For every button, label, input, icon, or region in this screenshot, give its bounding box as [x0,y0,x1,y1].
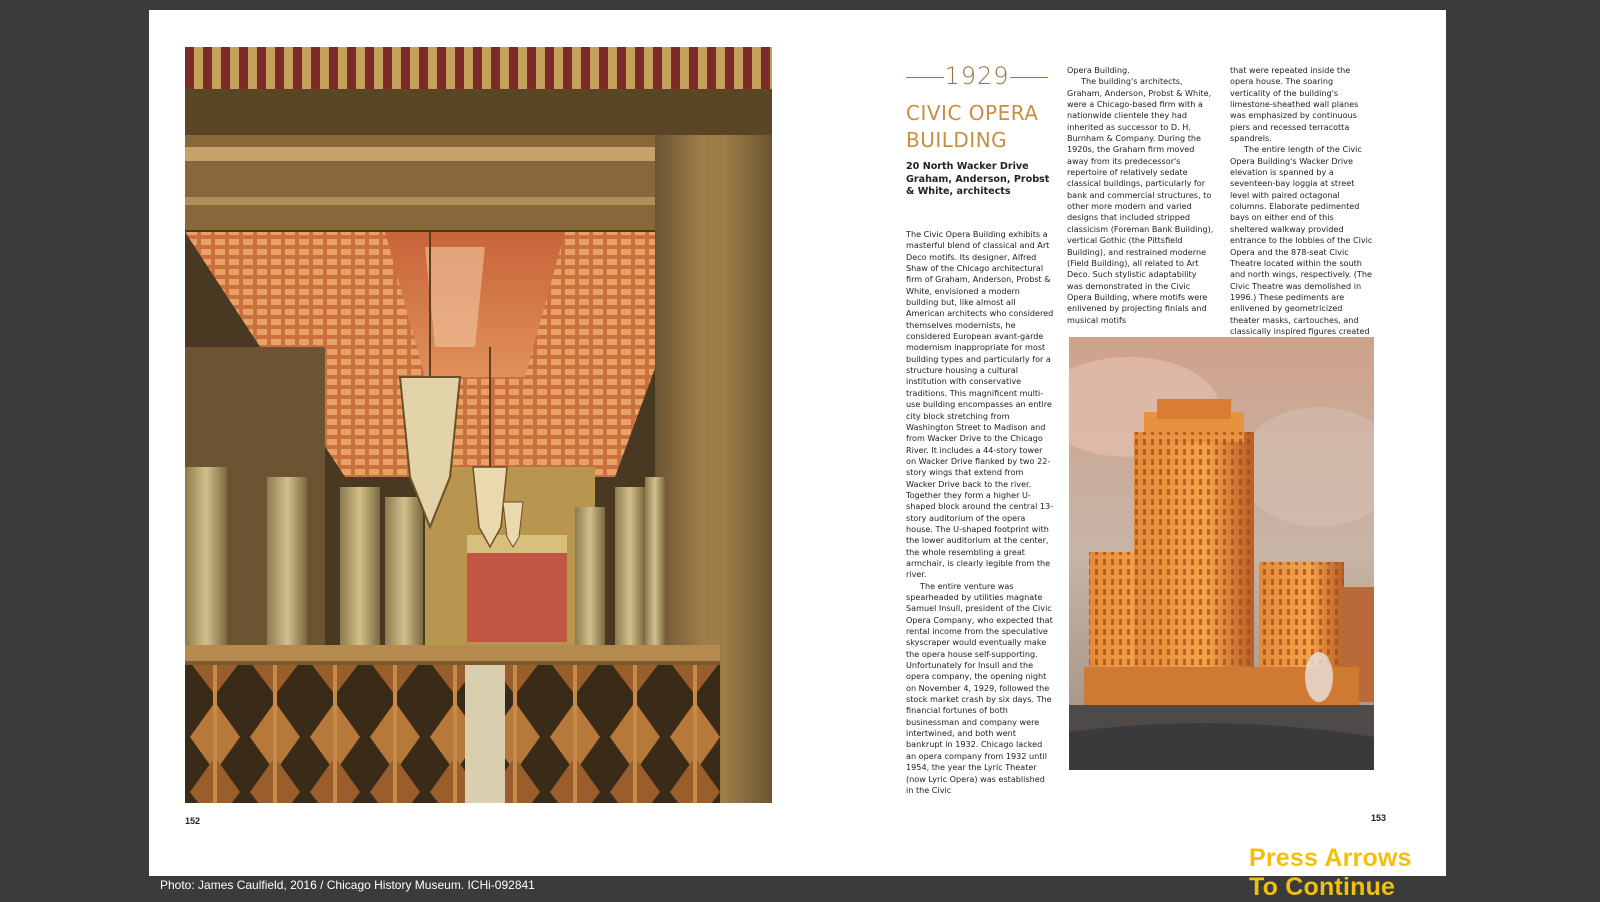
opera-interior-illustration [185,47,772,803]
text-column-2 [1067,65,1214,326]
opera-interior-photo [185,47,772,803]
photo-caption: Photo: James Caulfield, 2016 / Chicago History Museum. ICHi-092841 [160,878,535,892]
building-title: CIVIC OPERA BUILDING [906,101,1039,152]
year-heading: 1929 [944,62,1010,90]
press-arrows-prompt[interactable]: Press Arrows To Continue [1249,844,1412,901]
building-architects: Graham, Anderson, Probst & White, architects [906,173,1050,198]
civic-opera-rendering-illustration [1069,337,1374,770]
column-2-paragraph-2: The building's architects, Graham, Anderson, Probst & White, were a Chicago-based firm with a nationwide clientele they had inherited as successor to D. H. Burnham & Company. During the 1920s, the Graham firm moved away from its predecessor's repertoire of relatively sedate classical buildings, particularly for bank and commercial structures, to other more modern and varied designs that included stripped classicism (Foreman Bank Building), vertical Gothic (the Pittsfield Building), and restrained moderne (Field Building), all related to Art Deco. Such stylistic adaptability was demonstrated in the Civic Opera Building, where motifs were enlivened by projecting finials and musical motifs [1067,76,1214,325]
column-3-paragraph-2: The entire length of the Civic Opera Building's Wacker Drive elevation is spanned by a seventeen-bay loggia at street level with paired octagonal columns. Elaborate pedimented bays on either end of this sheltered walkway provided entrance to the lobbies of the Civic Opera and the 878-seat Civic Theatre located within the south and north wings, respectively. (The Civic Theatre was demolished in 1996.) These pediments are enlivened by geometricized theater masks, cartouches, and classically inspired figures created [1230,144,1373,336]
building-address: 20 North Wacker Drive [906,161,1029,172]
text-column-1 [906,229,1054,796]
text-column-3 [1230,65,1373,349]
building-rendering [1069,337,1374,770]
left-page-number: 152 [185,816,201,826]
column-3-paragraph-1: that were repeated inside the opera house. The soaring verticality of the building's limestone-sheathed wall planes was emphasized by continuous piers and recessed terracotta spandrels. [1230,65,1359,144]
building-subtitle [906,161,1056,199]
right-page-number: 153 [1371,813,1387,823]
column-1-paragraph-1: The Civic Opera Building exhibits a masterful blend of classical and Art Deco motifs. Its designer, Alfred Shaw of the Chicago architectural firm of Graham, Anderson, Probst & White, envisioned a modern building but, like almost all American architects who considered themselves modernists, he considered European avant-garde modernism inappropriate for most building types and particularly for a structure housing a cultural institution with conservative traditions. This magnificent multi-use building encompasses an entire city block stretching from Washington Street to Madison and from Wacker Drive to the Chicago River. It includes a 44-story tower on Wacker Drive flanked by two 22-story wings that extend from Wacker Drive back to the river. Together they form a higher U-shaped block around the central 13-story auditorium of the opera house. The U-shaped footprint with the lower auditorium at the center, the whole resembling a great armchair, is clearly legible from the river. [906,229,1054,580]
column-2-paragraph-1: Opera Building. [1067,65,1130,75]
column-1-paragraph-2: The entire venture was spearheaded by utilities magnate Samuel Insull, president of the Civic Opera Company, who expected that rental income from the speculative skyscraper would eventually make the opera house self-supporting. Unfortunately for Insull and the opera company, the opening night on November 4, 1929, followed the stock market crash by six days. The financial fortunes of both businessman and company were intertwined, and both went bankrupt in 1932. Chicago lacked an opera company from 1932 until 1954, the year the Lyric Theater (now Lyric Opera) was established in the Civic [906,580,1053,795]
